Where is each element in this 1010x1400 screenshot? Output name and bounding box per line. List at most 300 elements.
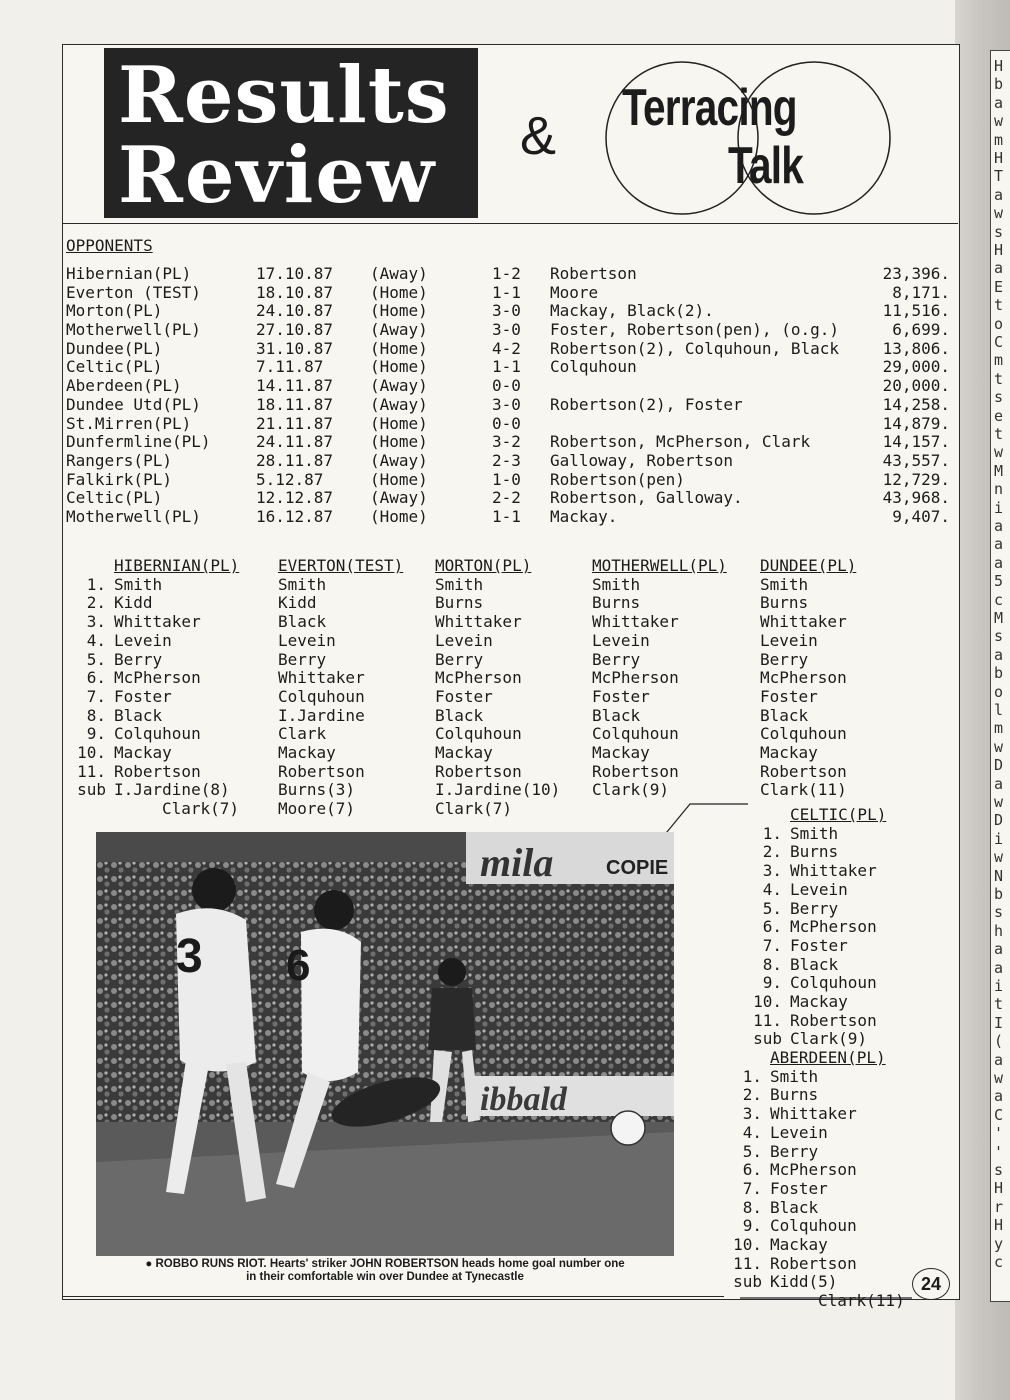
- result-score: 1-0: [492, 469, 521, 489]
- player-position-number: 3.: [762, 861, 782, 881]
- result-venue: (Home): [370, 413, 428, 433]
- result-date: 5.12.87: [256, 469, 324, 489]
- lineup-player: [592, 687, 650, 706]
- lineup-player: [742, 842, 838, 861]
- player-position-number: sub: [733, 1272, 762, 1292]
- result-date: 18.11.87: [256, 394, 334, 414]
- result-venue: (Home): [370, 338, 428, 358]
- next-page-letter: D: [994, 756, 1004, 775]
- next-page-letter: M: [994, 609, 1004, 627]
- match-photo-illustration: [96, 832, 674, 1256]
- player-position-number: sub: [77, 780, 106, 800]
- match-photo: [96, 832, 674, 1256]
- next-page-letter: a: [994, 958, 1004, 977]
- next-page-letter: C: [994, 333, 1004, 351]
- lineup-player: [592, 743, 650, 762]
- next-page-letter: s: [994, 388, 1004, 407]
- result-venue: (Home): [370, 432, 428, 452]
- player-name: Whittaker: [435, 612, 522, 632]
- ampersand: &: [520, 106, 557, 166]
- next-page-letter: i: [994, 498, 1004, 517]
- result-team: Falkirk(PL): [66, 469, 172, 489]
- lineup-player: [66, 743, 172, 762]
- player-position-number: 9.: [762, 973, 782, 993]
- player-position-number: 9.: [742, 1216, 762, 1236]
- player-3-number: 3: [176, 930, 203, 983]
- player-6-number: 6: [286, 941, 311, 990]
- player-name: Foster: [790, 935, 848, 955]
- lineup-player: [722, 1123, 828, 1142]
- result-scorers: Robertson(2), Foster: [550, 394, 743, 414]
- player-name: Berry: [760, 649, 809, 669]
- player-position-number: 4.: [762, 879, 782, 899]
- next-page-letter: e: [994, 406, 1004, 425]
- player-name: Mackay: [278, 743, 336, 762]
- result-team: Dunfermline(PL): [66, 432, 211, 452]
- lineup-player: [742, 973, 877, 992]
- player-name: Black: [770, 1197, 819, 1217]
- next-page-letter: t: [994, 995, 1004, 1014]
- result-score: 1-1: [492, 282, 521, 302]
- lineup-player: [760, 650, 808, 669]
- result-scorers: Robertson, Galloway.: [550, 488, 743, 508]
- result-attendance: 9,407.: [892, 506, 950, 526]
- lineup-player: [742, 992, 848, 1011]
- player-name: Foster: [592, 686, 650, 706]
- result-row: [66, 320, 952, 339]
- banner-divider: [62, 223, 958, 224]
- lineup-motherwell: [592, 556, 752, 820]
- result-row: [66, 414, 952, 433]
- result-attendance: 14,879.: [882, 413, 950, 433]
- result-team: Everton (TEST): [66, 282, 201, 302]
- next-page-letter: a: [994, 1087, 1004, 1106]
- player-position-number: 6.: [86, 668, 106, 688]
- player-name: Clark: [278, 724, 327, 744]
- next-page-letter: y: [994, 1234, 1004, 1253]
- photo-advert-3: ibbald: [480, 1081, 567, 1118]
- result-date: 24.10.87: [256, 301, 334, 321]
- player-name: Levein: [770, 1122, 828, 1142]
- result-team: Motherwell(PL): [66, 506, 201, 526]
- result-team: Rangers(PL): [66, 450, 172, 470]
- player-name: Burns(3): [278, 780, 356, 800]
- result-date: 31.10.87: [256, 338, 334, 358]
- player-name: Whittaker: [114, 612, 201, 632]
- next-page-letter: D: [994, 811, 1004, 830]
- result-team: Celtic(PL): [66, 488, 163, 508]
- result-row: [66, 488, 952, 507]
- lineup-title: EVERTON(TEST): [278, 556, 404, 575]
- player-name: Robertson: [435, 761, 522, 781]
- player-name: Clark(11): [818, 1291, 905, 1311]
- aberdeen-bottom-line: [740, 1290, 920, 1310]
- player-name: Berry: [278, 649, 327, 669]
- player-name: Robertson: [770, 1253, 857, 1273]
- player-name: Berry: [114, 649, 163, 669]
- next-page-letter: T: [994, 167, 1004, 186]
- next-page-edge: [990, 50, 1010, 1302]
- next-page-letter: H: [994, 1216, 1004, 1235]
- result-score: 4-2: [492, 338, 521, 358]
- player-position-number: 7.: [742, 1178, 762, 1198]
- player-position-number: 6.: [762, 917, 782, 937]
- result-date: 7.11.87: [256, 357, 324, 377]
- player-name: Moore(7): [278, 799, 356, 819]
- result-attendance: 23,396.: [882, 264, 950, 283]
- next-page-letter: a: [994, 535, 1004, 554]
- lineup-player: [592, 593, 640, 612]
- player-position-number: 5.: [762, 898, 782, 918]
- photo-caption-line1: ● ROBBO RUNS RIOT. Hearts' striker JOHN ROBERTSON heads home goal number one: [145, 1258, 625, 1270]
- next-page-letter: H: [994, 57, 1004, 75]
- lineup-player: [742, 1029, 867, 1048]
- result-scorers: Mackay.: [550, 506, 618, 526]
- results-review-line1: Results: [118, 50, 450, 141]
- result-date: 27.10.87: [256, 320, 334, 340]
- lineup-player: [742, 955, 838, 974]
- next-page-letter: r: [994, 1197, 1004, 1216]
- lineup-player: [278, 706, 365, 725]
- player-position-number: 1.: [742, 1066, 762, 1086]
- lineup-player: [278, 762, 365, 781]
- player-position-number: 11.: [753, 1010, 782, 1030]
- player-name: McPherson: [592, 668, 679, 688]
- football: [611, 1111, 645, 1145]
- lineup-player: [278, 612, 326, 631]
- player-position-number: 8.: [742, 1197, 762, 1217]
- player-name: Berry: [790, 898, 839, 918]
- result-row: [66, 376, 952, 395]
- next-page-letter: s: [994, 903, 1004, 922]
- player-name: Clark(9): [790, 1029, 868, 1049]
- lineup-player: [435, 593, 483, 612]
- lineup-player: [760, 706, 808, 725]
- player-name: Black: [278, 612, 327, 632]
- next-page-letter: a: [994, 774, 1004, 793]
- lineup-player: [435, 650, 483, 669]
- player-name: Whittaker: [592, 612, 679, 632]
- player-name: Smith: [435, 574, 484, 594]
- result-attendance: 12,729.: [882, 469, 950, 489]
- lineup-player: [722, 1198, 818, 1217]
- player-name: I.Jardine: [278, 705, 365, 725]
- lineup-player: [592, 631, 650, 650]
- player-name: Black: [790, 954, 839, 974]
- result-venue: (Home): [370, 357, 428, 377]
- lineup-player: [592, 668, 679, 687]
- player-name: McPherson: [435, 668, 522, 688]
- next-page-letter: I: [994, 1013, 1004, 1032]
- player-name: Burns: [760, 593, 809, 613]
- lineup-player: [760, 612, 847, 631]
- next-page-letter: w: [994, 443, 1004, 462]
- result-scorers: Mackay, Black(2).: [550, 301, 714, 321]
- next-page-letter: N: [994, 866, 1004, 885]
- player-position-number: 3.: [86, 612, 106, 632]
- player-name: Clark(11): [760, 780, 847, 800]
- player-name: Smith: [760, 574, 809, 594]
- lineup-player: [278, 687, 365, 706]
- player-name: Mackay: [790, 992, 848, 1011]
- result-score: 3-2: [492, 432, 521, 452]
- player-name: I.Jardine(8): [114, 780, 230, 800]
- lineup-player: [592, 706, 640, 725]
- lineup-player: [722, 1104, 857, 1123]
- next-page-letter: i: [994, 977, 1004, 995]
- result-venue: (Away): [370, 394, 428, 414]
- next-page-letter: a: [994, 645, 1004, 664]
- result-team: Hibernian(PL): [66, 264, 192, 283]
- next-page-letter: b: [994, 75, 1004, 94]
- lineup-player: [722, 1216, 857, 1235]
- lineup-player: [435, 631, 493, 650]
- player-name: Clark(7): [162, 799, 240, 819]
- player-name: Levein: [790, 879, 848, 899]
- player-position-number: 7.: [762, 935, 782, 955]
- player-position-number: 1.: [762, 823, 782, 843]
- lineup-player: [760, 593, 808, 612]
- next-page-letter: s: [994, 222, 1004, 241]
- player-name: Smith: [770, 1066, 819, 1086]
- result-score: 0-0: [492, 376, 521, 396]
- player-position-number: 3.: [742, 1104, 762, 1124]
- next-page-letter: H: [994, 241, 1004, 259]
- player-position-number: 7.: [86, 686, 106, 706]
- lineup-player: [742, 899, 838, 918]
- player-name: Black: [435, 705, 484, 725]
- player-name: Colquhoun: [760, 724, 847, 744]
- lineup-player: [66, 593, 153, 612]
- player-name: Black: [114, 705, 163, 725]
- player-name: Robertson: [790, 1010, 877, 1030]
- player-name: Black: [760, 705, 809, 725]
- player-name: McPherson: [770, 1160, 857, 1180]
- results-table: [66, 264, 952, 526]
- opponents-heading: OPPONENTS: [66, 236, 153, 255]
- player-name: Berry: [435, 649, 484, 669]
- next-page-letter: l: [994, 701, 1004, 719]
- lineup-player: [435, 762, 522, 781]
- result-score: 3-0: [492, 301, 521, 321]
- player-position-number: 5.: [742, 1141, 762, 1161]
- player-name: Foster: [770, 1178, 828, 1198]
- next-page-letter: m: [994, 130, 1004, 149]
- lineup-player: [66, 612, 201, 631]
- next-page-letter: ': [994, 1124, 1004, 1143]
- next-page-letter: 5: [994, 572, 1004, 591]
- next-page-letter: w: [994, 848, 1004, 867]
- result-row: [66, 432, 952, 451]
- result-team: St.Mirren(PL): [66, 413, 192, 433]
- player-position-number: 2.: [86, 593, 106, 613]
- next-page-letter: w: [994, 112, 1004, 131]
- lineup-player: [592, 780, 669, 799]
- player-name: Robertson: [592, 761, 679, 781]
- result-venue: (Away): [370, 320, 428, 340]
- lineup-player: [742, 824, 838, 843]
- lineup-player: [722, 1254, 857, 1273]
- player-name: Levein: [435, 630, 493, 650]
- player-name: Mackay: [770, 1235, 828, 1254]
- result-attendance: 43,557.: [882, 450, 950, 470]
- lineup-player: [66, 631, 172, 650]
- next-page-letter: C: [994, 1105, 1004, 1124]
- lineup-player: [742, 880, 848, 899]
- player-position-number: 5.: [86, 649, 106, 669]
- next-page-letter: n: [994, 480, 1004, 499]
- player-name: Colquhoun: [278, 686, 365, 706]
- result-row: [66, 507, 952, 526]
- next-page-letter: a: [994, 185, 1004, 204]
- player-position-number: 6.: [742, 1160, 762, 1180]
- lineup-player: [435, 706, 483, 725]
- result-date: 16.12.87: [256, 506, 334, 526]
- result-scorers: Galloway, Robertson: [550, 450, 734, 470]
- player-name: Burns: [592, 593, 641, 613]
- result-venue: (Away): [370, 264, 428, 283]
- player-name: Foster: [435, 686, 493, 706]
- lineup-player: [760, 743, 818, 762]
- result-date: 24.11.87: [256, 432, 334, 452]
- result-scorers: Robertson, McPherson, Clark: [550, 432, 811, 452]
- player-name: Mackay: [114, 743, 172, 762]
- next-page-letter: i: [994, 829, 1004, 848]
- next-page-letter: t: [994, 296, 1004, 315]
- player-name: Robertson: [114, 761, 201, 781]
- result-venue: (Away): [370, 488, 428, 508]
- player-name: Kidd: [114, 593, 153, 613]
- result-row: [66, 470, 952, 489]
- lineup-player: [592, 612, 679, 631]
- lineup-hibernian: [66, 556, 271, 820]
- result-score: 2-2: [492, 488, 521, 508]
- lineup-player: [278, 780, 355, 799]
- lineup-player: [278, 724, 326, 743]
- player-name: Whittaker: [790, 861, 877, 881]
- result-venue: (Home): [370, 469, 428, 489]
- lineup-aberdeen: [722, 1048, 912, 1314]
- player-name: Whittaker: [278, 668, 365, 688]
- lineup-player: [66, 650, 162, 669]
- lineup-player: [66, 799, 239, 818]
- lineup-player: [722, 1142, 818, 1161]
- player-name: McPherson: [760, 668, 847, 688]
- lineup-player: [760, 724, 847, 743]
- lineup-player: [435, 724, 522, 743]
- player-name: Kidd(5): [770, 1272, 838, 1292]
- lineup-player: [278, 799, 355, 818]
- player-name: Robertson: [278, 761, 365, 781]
- player-name: Smith: [114, 574, 163, 594]
- player-position-number: 10.: [733, 1235, 762, 1254]
- result-date: 14.11.87: [256, 376, 334, 396]
- result-venue: (Away): [370, 450, 428, 470]
- player-name: Levein: [278, 630, 336, 650]
- lineup-player: [435, 687, 493, 706]
- lineup-player: [760, 780, 847, 799]
- player-name: Colquhoun: [114, 724, 201, 744]
- player-position-number: 11.: [77, 761, 106, 781]
- photo-advert-2: COPIE: [606, 857, 669, 879]
- next-page-letter: s: [994, 627, 1004, 646]
- lineup-player: [66, 687, 172, 706]
- result-scorers: Robertson: [550, 264, 637, 283]
- player-name: Burns: [435, 593, 484, 613]
- player-position-number: 2.: [742, 1085, 762, 1105]
- lineup-title: ABERDEEN(PL): [770, 1048, 886, 1067]
- lineup-player: [742, 861, 877, 880]
- next-page-letter: c: [994, 1253, 1004, 1271]
- lineup-player: [435, 612, 522, 631]
- result-attendance: 29,000.: [882, 357, 950, 377]
- next-page-letter: w: [994, 793, 1004, 811]
- lineup-title: CELTIC(PL): [790, 805, 887, 824]
- next-page-letter: c: [994, 590, 1004, 609]
- photo-caption-line2: in their comfortable win over Dundee at Tynecastle: [246, 1271, 524, 1283]
- player-name: Burns: [790, 842, 839, 862]
- next-page-letter: E: [994, 277, 1004, 296]
- next-page-letter: H: [994, 1179, 1004, 1198]
- player-name: Robertson: [760, 761, 847, 781]
- result-team: Aberdeen(PL): [66, 376, 182, 396]
- lineup-title: DUNDEE(PL): [760, 556, 857, 575]
- player-position-number: 10.: [753, 992, 782, 1011]
- player-position-number: 8.: [762, 954, 782, 974]
- player-position-number: 11.: [733, 1253, 762, 1273]
- result-scorers: Robertson(pen): [550, 469, 685, 489]
- player-position-number: 2.: [762, 842, 782, 862]
- result-team: Celtic(PL): [66, 357, 163, 377]
- result-team: Dundee Utd(PL): [66, 394, 201, 414]
- next-page-letter: a: [994, 93, 1004, 112]
- result-row: [66, 264, 952, 283]
- player-name: Berry: [592, 649, 641, 669]
- lineup-player: [742, 917, 877, 936]
- lineup-dundee: [760, 556, 920, 820]
- lineup-title: MOTHERWELL(PL): [592, 556, 727, 575]
- next-page-letter: t: [994, 425, 1004, 443]
- next-page-letter: w: [994, 1069, 1004, 1087]
- result-attendance: 20,000.: [882, 376, 950, 396]
- lineup-player: [278, 743, 336, 762]
- lineup-player: [760, 762, 847, 781]
- result-score: 3-0: [492, 320, 521, 340]
- player-name: Berry: [770, 1141, 819, 1161]
- player-name: Levein: [114, 630, 172, 650]
- lineup-player: [722, 1067, 818, 1086]
- lineup-player: [435, 799, 512, 818]
- next-page-letter: h: [994, 921, 1004, 940]
- result-team: Morton(PL): [66, 301, 163, 321]
- result-date: 21.11.87: [256, 413, 334, 433]
- lineup-player: [278, 575, 326, 594]
- player-position-number: 4.: [86, 630, 106, 650]
- results-review-line2: Review: [118, 130, 437, 221]
- lineup-player: [592, 575, 640, 594]
- lineup-player: [722, 1235, 828, 1254]
- player-name: Whittaker: [760, 612, 847, 632]
- result-attendance: 6,699.: [892, 320, 950, 340]
- page-number: 24: [912, 1268, 950, 1300]
- player-name: Mackay: [760, 743, 818, 762]
- next-page-letter: a: [994, 553, 1004, 572]
- result-venue: (Home): [370, 506, 428, 526]
- result-row: [66, 395, 952, 414]
- lineup-player: [742, 936, 848, 955]
- next-page-letter: o: [994, 682, 1004, 701]
- lineup-player: [66, 668, 201, 687]
